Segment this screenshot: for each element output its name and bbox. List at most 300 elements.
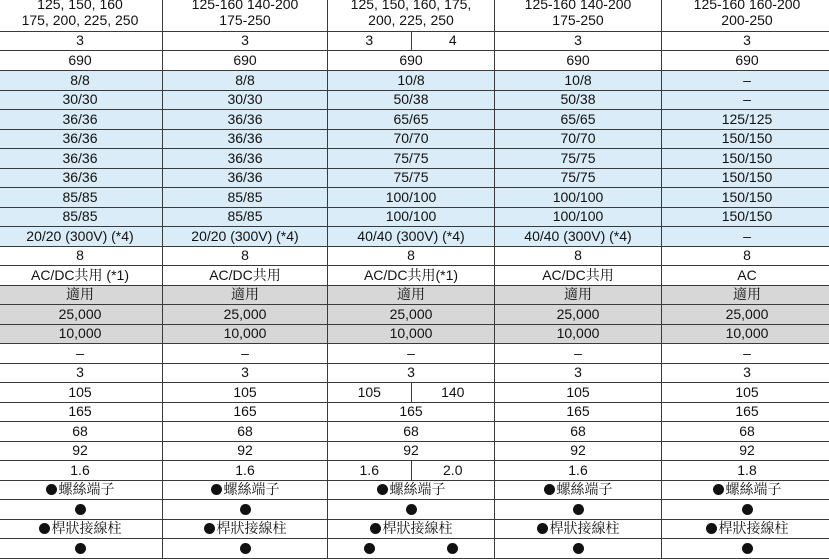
- cell-value: 10/8: [564, 71, 592, 88]
- cell-value: 75/75: [393, 149, 429, 166]
- cell-value: 150/150: [721, 130, 773, 147]
- cell-line: 125, 150, 160: [37, 0, 123, 13]
- cell-value: 25,000: [556, 305, 600, 322]
- table-cell: [495, 71, 662, 90]
- table-cell: [662, 461, 829, 480]
- table-cell: [662, 403, 829, 421]
- table-cell: [495, 169, 662, 187]
- cell-value: 適用: [66, 286, 94, 303]
- table-row: [0, 91, 829, 110]
- cell-value: 20/20 (300V) (*4): [191, 227, 299, 244]
- table-cell: [662, 110, 829, 129]
- bullet-dot-icon: [39, 523, 50, 534]
- table-cell: [163, 520, 328, 538]
- table-cell: [662, 169, 829, 187]
- table-cell: [163, 481, 328, 499]
- cell-value: 690: [233, 51, 257, 68]
- cell-value: 25,000: [725, 305, 769, 322]
- table-cell: [328, 422, 495, 441]
- table-cell: [163, 442, 328, 460]
- cell-value: 適用: [397, 286, 425, 303]
- table-cell: [662, 130, 829, 148]
- table-cell: [662, 520, 829, 538]
- cell-value: 10,000: [725, 325, 769, 342]
- table-cell: [328, 130, 495, 148]
- table-cell: [495, 208, 662, 226]
- table-cell: [163, 149, 328, 168]
- table-cell: [495, 520, 662, 538]
- cell-value: 10,000: [58, 325, 102, 342]
- table-cell: [495, 442, 662, 460]
- table-cell: [662, 500, 829, 519]
- table-cell: [662, 149, 829, 168]
- cell-value: 68: [739, 422, 755, 439]
- bullet-label: [544, 482, 613, 497]
- table-cell: [328, 442, 495, 460]
- table-cell: [0, 91, 163, 109]
- cell-value: 8: [743, 247, 751, 264]
- table-row: [0, 305, 829, 325]
- cell-value: 75/75: [393, 169, 429, 186]
- cell-value: 桿狀接線柱: [382, 520, 453, 537]
- table-cell: [495, 325, 662, 343]
- cell-value: 30/30: [62, 91, 98, 108]
- table-cell: [495, 403, 662, 421]
- table-cell: [0, 110, 163, 129]
- table-cell: [0, 188, 163, 207]
- table-cell: [328, 305, 495, 324]
- cell-value: 適用: [564, 286, 592, 303]
- table-row: [0, 461, 829, 481]
- table-cell: [662, 51, 829, 70]
- cell-value: 3: [241, 32, 249, 49]
- cell-value: AC/DC共用 (*1): [30, 266, 129, 283]
- cell-value: 105: [68, 383, 92, 400]
- table-cell: [662, 91, 829, 109]
- bullet-label: [204, 521, 287, 536]
- cell-value: 3: [76, 32, 84, 49]
- table-row: [0, 383, 829, 403]
- table-row: [0, 520, 829, 539]
- table-cell: [0, 500, 163, 519]
- cell-value: 4: [448, 32, 457, 49]
- table-cell: [163, 383, 328, 402]
- table-row: [0, 539, 829, 559]
- table-cell: [163, 130, 328, 148]
- table-cell: [662, 227, 829, 246]
- bullet-label: [211, 482, 280, 497]
- cell-value: AC: [737, 266, 757, 283]
- table-row: [0, 364, 829, 383]
- table-row: [0, 442, 829, 461]
- table-cell: [495, 422, 662, 441]
- table-cell: [328, 188, 495, 207]
- table-cell: [0, 266, 163, 285]
- cell-value: 36/36: [62, 130, 98, 147]
- table-cell: [495, 110, 662, 129]
- cell-value: 165: [566, 403, 590, 420]
- cell-value: 40/40 (300V) (*4): [524, 227, 632, 244]
- bullet-label: [377, 482, 446, 497]
- table-cell: [163, 325, 328, 343]
- cell-half: [412, 383, 495, 402]
- table-cell: [328, 266, 495, 285]
- cell-half: [412, 461, 495, 480]
- table-cell: [0, 286, 163, 304]
- table-cell: [495, 481, 662, 499]
- table-row: [0, 500, 829, 520]
- cell-value: AC/DC共用: [209, 266, 281, 283]
- table-cell: [163, 286, 328, 304]
- cell-value: 3: [76, 364, 84, 381]
- cell-value: 3: [743, 32, 751, 49]
- cell-value: 36/36: [62, 110, 98, 127]
- table-row: [0, 149, 829, 169]
- cell-value: 125/125: [721, 110, 773, 127]
- bullet-dot-icon: [742, 504, 753, 515]
- cell-value: 25,000: [223, 305, 267, 322]
- table-cell: [0, 461, 163, 480]
- table-cell: [495, 364, 662, 382]
- table-cell: [662, 188, 829, 207]
- bullet-dot-icon: [713, 484, 724, 495]
- table-cell: [328, 208, 495, 226]
- table-row: [0, 130, 829, 149]
- cell-value: 150/150: [721, 188, 773, 205]
- cell-line: 200-250: [721, 11, 773, 28]
- cell-line: 125-160 160-200: [693, 0, 801, 13]
- cell-value: 150/150: [721, 149, 773, 166]
- cell-half: [328, 383, 412, 402]
- table-cell: [163, 247, 328, 265]
- cell-value: 2.0: [443, 461, 463, 478]
- cell-value: 150/150: [721, 169, 773, 186]
- cell-value: 100/100: [385, 208, 437, 225]
- cell-value: 50/38: [560, 91, 596, 108]
- cell-value: 68: [403, 422, 419, 439]
- table-cell: [328, 500, 495, 519]
- cell-line: 125-160 140-200: [191, 0, 299, 13]
- table-cell: [662, 71, 829, 90]
- cell-value: 85/85: [62, 188, 98, 205]
- table-cell: [662, 208, 829, 226]
- table-cell: [328, 32, 495, 50]
- cell-value: 1.6: [70, 461, 90, 478]
- table-cell: [0, 71, 163, 90]
- cell-half: [328, 32, 412, 50]
- table-row: [0, 51, 829, 71]
- bullet-dot-icon: [211, 484, 222, 495]
- table-cell: [662, 442, 829, 460]
- table-cell: [0, 422, 163, 441]
- cell-value: 30/30: [227, 91, 263, 108]
- table-cell: [328, 0, 495, 31]
- cell-value: 適用: [231, 286, 259, 303]
- table-cell: [495, 305, 662, 324]
- cell-value: 36/36: [227, 130, 263, 147]
- cell-value: 螺絲端子: [223, 481, 280, 498]
- table-cell: [0, 247, 163, 265]
- table-row: [0, 422, 829, 442]
- bullet-dot-icon: [573, 504, 584, 515]
- cell-value: 8: [574, 247, 582, 264]
- table-cell: [495, 286, 662, 304]
- cell-value: 690: [566, 51, 590, 68]
- bullet-label: [406, 504, 417, 515]
- cell-half: [412, 32, 495, 50]
- table-cell: [163, 461, 328, 480]
- table-cell: [328, 481, 495, 499]
- cell-value: 150/150: [721, 208, 773, 225]
- cell-value: 75/75: [560, 149, 596, 166]
- table-cell: [495, 500, 662, 519]
- cell-value: 50/38: [393, 91, 429, 108]
- table-row: [0, 227, 829, 247]
- cell-value: 105: [566, 383, 590, 400]
- bullet-dot-icon: [706, 523, 717, 534]
- table-cell: [163, 500, 328, 519]
- table-cell: [495, 188, 662, 207]
- table-cell: [495, 461, 662, 480]
- table-cell: [328, 71, 495, 90]
- cell-value: 桿狀接線柱: [51, 520, 122, 537]
- table-cell: [0, 305, 163, 324]
- table-cell: [328, 149, 495, 168]
- cell-value: 105: [233, 383, 257, 400]
- cell-value: 690: [399, 51, 423, 68]
- cell-value: 85/85: [227, 188, 263, 205]
- table-cell: [328, 227, 495, 246]
- cell-value: 68: [237, 422, 253, 439]
- cell-value: 螺絲端子: [58, 481, 115, 498]
- table-cell: [495, 149, 662, 168]
- bullet-label: [240, 504, 251, 515]
- cell-value: –: [743, 71, 751, 88]
- cell-line: 200, 225, 250: [368, 11, 454, 28]
- table-cell: [0, 51, 163, 70]
- table-row: [0, 344, 829, 364]
- cell-half: [328, 461, 412, 480]
- table-cell: [328, 247, 495, 265]
- cell-value: 1.6: [568, 461, 588, 478]
- bullet-dot-icon: [537, 523, 548, 534]
- bullet-dot-icon: [377, 484, 388, 495]
- table-row: [0, 325, 829, 344]
- cell-value: 68: [72, 422, 88, 439]
- table-cell: [0, 403, 163, 421]
- bullet-label: [742, 504, 753, 515]
- table-cell: [328, 169, 495, 187]
- cell-value: 桿狀接線柱: [216, 520, 287, 537]
- cell-value: 165: [68, 403, 92, 420]
- cell-value: –: [407, 344, 415, 361]
- bullet-label: [46, 482, 115, 497]
- table-row: [0, 32, 829, 51]
- cell-value: 70/70: [560, 130, 596, 147]
- bullet-label: [537, 521, 620, 536]
- cell-value: 3: [574, 32, 582, 49]
- cell-value: 3: [241, 364, 249, 381]
- cell-value: AC/DC共用(*1): [363, 266, 459, 283]
- table-cell: [163, 71, 328, 90]
- table-cell: [163, 188, 328, 207]
- cell-value: 100/100: [552, 188, 604, 205]
- bullet-dot-icon: [204, 523, 215, 534]
- bullet-dot-icon: [370, 523, 381, 534]
- table-row: [0, 403, 829, 422]
- cell-value: 690: [68, 51, 92, 68]
- table-row: [0, 286, 829, 305]
- table-row: [0, 169, 829, 188]
- bullet-label: [75, 504, 86, 515]
- bullet-label: [573, 504, 584, 515]
- cell-value: 適用: [733, 286, 761, 303]
- table-cell: [0, 344, 163, 363]
- table-cell: [0, 130, 163, 148]
- table-cell: [0, 149, 163, 168]
- table-cell: [328, 403, 495, 421]
- table-cell: [495, 383, 662, 402]
- table-row: [0, 110, 829, 130]
- table-cell: [163, 91, 328, 109]
- cell-value: 8: [241, 247, 249, 264]
- cell-value: 25,000: [389, 305, 433, 322]
- table-cell: [662, 383, 829, 402]
- table-cell: [662, 481, 829, 499]
- table-cell: [0, 481, 163, 499]
- cell-value: 10,000: [556, 325, 600, 342]
- cell-value: 105: [735, 383, 759, 400]
- cell-value: AC/DC共用: [542, 266, 614, 283]
- table-cell: [163, 0, 328, 31]
- cell-value: 1.6: [235, 461, 255, 478]
- table-cell: [0, 169, 163, 187]
- cell-value: 10,000: [223, 325, 267, 342]
- cell-value: 36/36: [62, 149, 98, 166]
- cell-value: 70/70: [393, 130, 429, 147]
- table-cell: [662, 305, 829, 324]
- table-cell: [0, 364, 163, 382]
- cell-value: 3: [365, 32, 374, 49]
- cell-value: 65/65: [393, 110, 429, 127]
- table-cell: [328, 51, 495, 70]
- table-row: [0, 208, 829, 227]
- table-cell: [163, 208, 328, 226]
- bullet-dot-icon: [406, 504, 417, 515]
- table-cell: [328, 344, 495, 363]
- cell-value: 100/100: [552, 208, 604, 225]
- cell-value: 92: [403, 442, 419, 459]
- cell-line: 125, 150, 160, 175,: [350, 0, 472, 13]
- cell-value: 140: [441, 383, 465, 400]
- cell-value: 165: [399, 403, 423, 420]
- cell-value: 36/36: [227, 149, 263, 166]
- table-cell: [495, 0, 662, 31]
- table-cell: [495, 247, 662, 265]
- cell-value: 92: [739, 442, 755, 459]
- cell-value: 36/36: [227, 169, 263, 186]
- table-cell: [163, 364, 328, 382]
- table-cell: [662, 364, 829, 382]
- table-cell: [0, 520, 163, 538]
- table-cell: [163, 227, 328, 246]
- cell-value: 10,000: [389, 325, 433, 342]
- table-cell: [0, 32, 163, 50]
- table-cell: [328, 520, 495, 538]
- table-cell: [0, 227, 163, 246]
- cell-value: 3: [407, 364, 415, 381]
- table-cell: [662, 0, 829, 31]
- table-cell: [328, 383, 495, 402]
- cell-value: –: [241, 344, 249, 361]
- table-cell: [0, 325, 163, 343]
- table-cell: [0, 208, 163, 226]
- table-cell: [163, 422, 328, 441]
- table-cell: [163, 344, 328, 363]
- table-cell: [0, 0, 163, 31]
- cell-value: 螺絲端子: [725, 481, 782, 498]
- cell-value: 165: [735, 403, 759, 420]
- cell-value: –: [743, 344, 751, 361]
- table-cell: [662, 247, 829, 265]
- table-cell: [328, 461, 495, 480]
- table-row: [0, 247, 829, 266]
- cell-value: 8: [407, 247, 415, 264]
- cell-value: 1.6: [359, 461, 379, 478]
- table-cell: [163, 169, 328, 187]
- table-cell: [662, 422, 829, 441]
- table-cell: [163, 110, 328, 129]
- cell-value: 100/100: [385, 188, 437, 205]
- bullet-dot-icon: [544, 484, 555, 495]
- table-cell: [662, 266, 829, 285]
- cell-value: 40/40 (300V) (*4): [357, 227, 465, 244]
- table-cell: [163, 51, 328, 70]
- table-cell: [662, 286, 829, 304]
- cell-value: 10/8: [397, 71, 425, 88]
- cell-value: 36/36: [227, 110, 263, 127]
- cell-value: 68: [570, 422, 586, 439]
- table-cell: [495, 130, 662, 148]
- table-cell: [495, 227, 662, 246]
- cell-value: 螺絲端子: [389, 481, 446, 498]
- cell-value: 105: [357, 383, 381, 400]
- cell-value: 3: [574, 364, 582, 381]
- cell-value: 8: [76, 247, 84, 264]
- table-cell: [328, 91, 495, 109]
- cell-value: 8/8: [70, 71, 90, 88]
- cell-value: 92: [570, 442, 586, 459]
- table-cell: [495, 344, 662, 363]
- cell-value: –: [743, 227, 751, 244]
- cell-value: 20/20 (300V) (*4): [26, 227, 134, 244]
- cell-value: 85/85: [62, 208, 98, 225]
- cell-line: 175-250: [219, 11, 271, 28]
- table-cell: [328, 286, 495, 304]
- bullet-dot-icon: [75, 504, 86, 515]
- cell-value: 36/36: [62, 169, 98, 186]
- table-cell: [328, 110, 495, 129]
- bullet-label: [39, 521, 122, 536]
- bullet-dot-icon: [46, 484, 57, 495]
- cell-line: 175-250: [552, 11, 604, 28]
- bullet-label: [706, 521, 789, 536]
- table-cell: [328, 364, 495, 382]
- table-cell: [662, 344, 829, 363]
- table-row: [0, 188, 829, 208]
- table-cell: [328, 325, 495, 343]
- cell-value: 桿狀接線柱: [549, 520, 620, 537]
